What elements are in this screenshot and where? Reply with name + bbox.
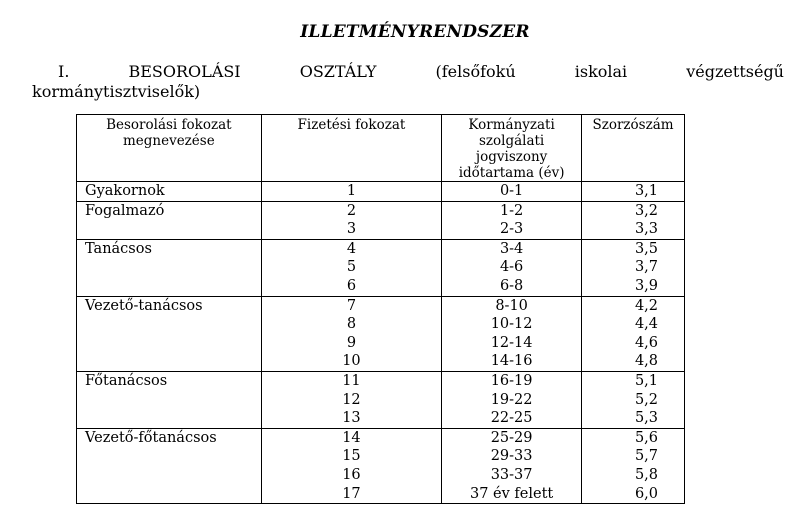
cell-multiplier: 3,1 [582, 182, 685, 202]
table-row [77, 182, 685, 202]
cell-multiplier: 5,1 [582, 371, 685, 390]
cell-service-years: 10-12 [442, 315, 582, 334]
cell-multiplier: 4,2 [582, 296, 685, 315]
cell-service-years: 25-29 [442, 428, 582, 447]
cell-category [77, 447, 262, 466]
section-heading-line2: kormánytisztviselők) [32, 82, 201, 101]
cell-service-years: 14-16 [442, 352, 582, 371]
cell-pay-grade: 11 [261, 371, 442, 390]
cell-category [77, 391, 262, 410]
cell-pay-grade: 5 [261, 258, 442, 277]
cell-service-years: 1-2 [442, 201, 582, 220]
table-header-row [77, 115, 685, 182]
cell-pay-grade: 9 [261, 334, 442, 353]
cell-pay-grade: 16 [261, 466, 442, 485]
cell-pay-grade: 14 [261, 428, 442, 447]
cell-category [77, 315, 262, 334]
cell-pay-grade: 17 [261, 485, 442, 504]
document-title: ILLETMÉNYRENDSZER [300, 22, 530, 42]
cell-pay-grade: 4 [261, 239, 442, 258]
table-row [77, 352, 685, 371]
cell-category: Fogalmazó [77, 201, 262, 220]
table-row [77, 466, 685, 485]
cell-service-years: 29-33 [442, 447, 582, 466]
cell-multiplier: 3,9 [582, 277, 685, 296]
cell-pay-grade: 13 [261, 409, 442, 428]
cell-service-years: 6-8 [442, 277, 582, 296]
section-heading [32, 62, 784, 102]
cell-service-years: 37 év felett [442, 485, 582, 504]
cell-multiplier: 4,6 [582, 334, 685, 353]
cell-pay-grade: 12 [261, 391, 442, 410]
table-row [77, 315, 685, 334]
section-heading-line1 [32, 62, 784, 82]
table-body [77, 182, 685, 504]
cell-category: Gyakornok [77, 182, 262, 202]
cell-pay-grade: 15 [261, 447, 442, 466]
cell-category [77, 220, 262, 239]
table-row [77, 334, 685, 353]
header-multiplier: Szorzószám [582, 115, 685, 182]
cell-pay-grade: 2 [261, 201, 442, 220]
cell-category [77, 485, 262, 504]
cell-service-years: 2-3 [442, 220, 582, 239]
cell-category [77, 409, 262, 428]
cell-service-years: 3-4 [442, 239, 582, 258]
cell-multiplier: 5,8 [582, 466, 685, 485]
cell-pay-grade: 3 [261, 220, 442, 239]
cell-service-years: 12-14 [442, 334, 582, 353]
header-category: Besorolási fokozat megnevezése [77, 115, 262, 182]
cell-category: Vezető-főtanácsos [77, 428, 262, 447]
table-row [77, 485, 685, 504]
cell-multiplier: 5,3 [582, 409, 685, 428]
cell-pay-grade: 10 [261, 352, 442, 371]
cell-service-years: 8-10 [442, 296, 582, 315]
table-row [77, 258, 685, 277]
classification-table [76, 114, 685, 504]
cell-pay-grade: 6 [261, 277, 442, 296]
cell-multiplier: 6,0 [582, 485, 685, 504]
cell-service-years: 16-19 [442, 371, 582, 390]
cell-category [77, 352, 262, 371]
header-service-years: Kormányzati szolgálati jogviszony időtartama (év) [442, 115, 582, 182]
table-row [77, 277, 685, 296]
cell-multiplier: 5,6 [582, 428, 685, 447]
cell-multiplier: 3,5 [582, 239, 685, 258]
table-row [77, 428, 685, 447]
section-word: végzettségű [686, 62, 784, 81]
table-row [77, 201, 685, 220]
cell-service-years: 22-25 [442, 409, 582, 428]
table-row [77, 296, 685, 315]
cell-service-years: 4-6 [442, 258, 582, 277]
cell-multiplier: 3,2 [582, 201, 685, 220]
section-word: (felsőfokú [435, 62, 516, 81]
cell-multiplier: 5,7 [582, 447, 685, 466]
table-row [77, 239, 685, 258]
cell-category [77, 466, 262, 485]
section-word: iskolai [574, 62, 628, 81]
table-row [77, 371, 685, 390]
table-row [77, 447, 685, 466]
cell-multiplier: 4,8 [582, 352, 685, 371]
cell-multiplier: 3,3 [582, 220, 685, 239]
cell-category: Vezető-tanácsos [77, 296, 262, 315]
table-row [77, 220, 685, 239]
section-word: OSZTÁLY [299, 62, 377, 81]
cell-category [77, 334, 262, 353]
cell-multiplier: 3,7 [582, 258, 685, 277]
cell-category: Főtanácsos [77, 371, 262, 390]
cell-pay-grade: 1 [261, 182, 442, 202]
section-number: I. [58, 62, 70, 81]
table-row [77, 409, 685, 428]
cell-category: Tanácsos [77, 239, 262, 258]
cell-pay-grade: 8 [261, 315, 442, 334]
cell-category [77, 258, 262, 277]
cell-service-years: 0-1 [442, 182, 582, 202]
cell-multiplier: 5,2 [582, 391, 685, 410]
cell-category [77, 277, 262, 296]
cell-pay-grade: 7 [261, 296, 442, 315]
section-word: BESOROLÁSI [128, 62, 241, 81]
cell-service-years: 33-37 [442, 466, 582, 485]
cell-service-years: 19-22 [442, 391, 582, 410]
table-row [77, 391, 685, 410]
header-pay-grade: Fizetési fokozat [261, 115, 442, 182]
cell-multiplier: 4,4 [582, 315, 685, 334]
